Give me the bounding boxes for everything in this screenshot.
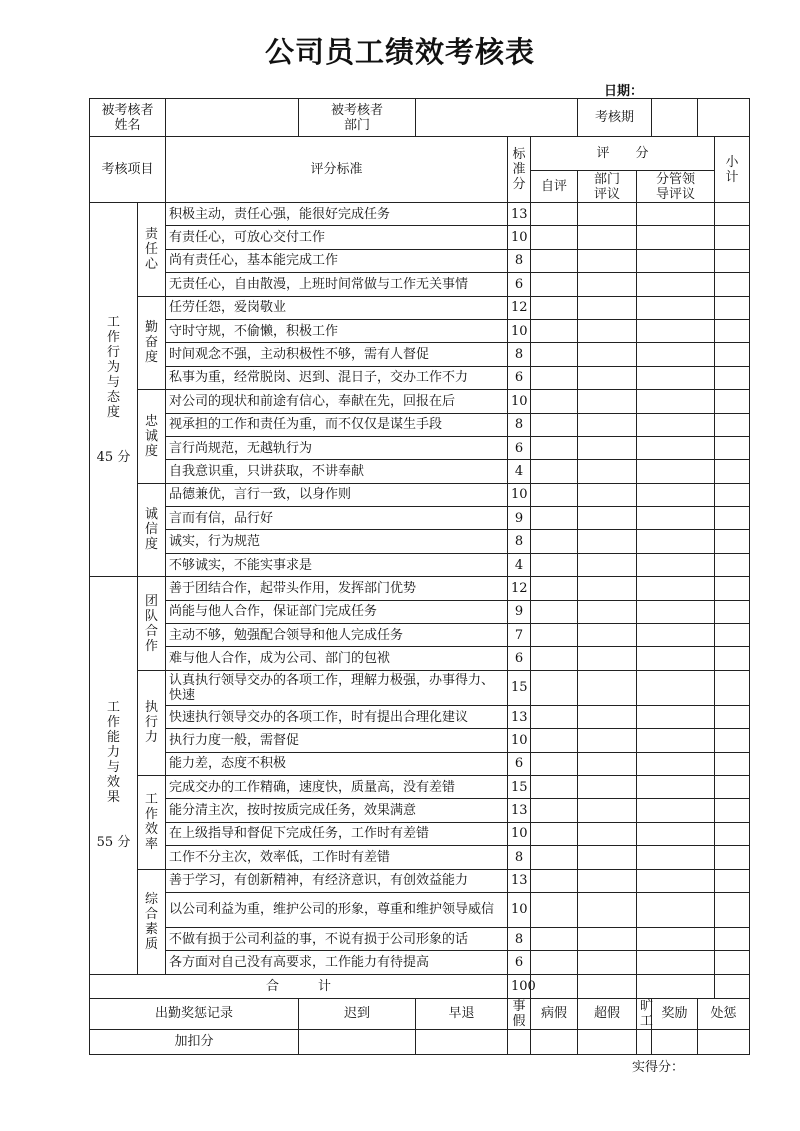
subtotal-cell[interactable] — [715, 530, 750, 553]
total-leader-cell[interactable] — [637, 974, 715, 998]
attendance-column-header: 事假 — [508, 998, 531, 1029]
dept-score-cell[interactable] — [578, 600, 637, 623]
standard-score: 15 — [508, 775, 531, 798]
criteria-text: 善于学习，有创新精神，有经济意识，有创效益能力 — [166, 869, 508, 892]
leader-score-cell[interactable] — [637, 822, 715, 845]
criteria-text: 言而有信，品行好 — [166, 507, 508, 530]
subtotal-cell[interactable] — [715, 390, 750, 413]
self-score-cell[interactable] — [531, 226, 578, 249]
self-score-cell[interactable] — [531, 892, 578, 927]
standard-score: 7 — [508, 624, 531, 647]
self-score-cell[interactable] — [531, 530, 578, 553]
leader-score-cell[interactable] — [637, 296, 715, 319]
bonus-input-cell[interactable] — [508, 1029, 531, 1054]
dept-score-cell[interactable] — [578, 577, 637, 600]
self-score-cell[interactable] — [531, 436, 578, 459]
category-label: 工 作 能 力 与 效 果 — [106, 700, 120, 806]
leader-score-cell[interactable] — [637, 460, 715, 483]
self-score-cell[interactable] — [531, 846, 578, 869]
criteria-row — [90, 553, 750, 576]
subtotal-cell[interactable] — [715, 296, 750, 319]
dept-score-cell[interactable] — [578, 624, 637, 647]
criteria-text: 工作不分主次，效率低，工作时有差错 — [166, 846, 508, 869]
group-label: 执 行 力 — [138, 670, 166, 775]
criteria-row — [90, 460, 750, 483]
header-row-1 — [90, 137, 750, 171]
bonus-label: 加扣分 — [90, 1029, 299, 1054]
leader-score-cell[interactable] — [637, 600, 715, 623]
score-label: 评 分 — [531, 137, 715, 171]
criteria-text: 时间观念不强，主动积极性不够，需有人督促 — [166, 343, 508, 366]
self-score-cell[interactable] — [531, 413, 578, 436]
criteria-text: 不做有损于公司利益的事，不说有损于公司形象的话 — [166, 927, 508, 950]
criteria-row — [90, 577, 750, 600]
subtotal-cell[interactable] — [715, 705, 750, 728]
group-label: 责 任 心 — [138, 203, 166, 297]
leader-score-cell[interactable] — [637, 705, 715, 728]
criteria-row — [90, 413, 750, 436]
standard-score: 9 — [508, 507, 531, 530]
subtotal-cell[interactable] — [715, 752, 750, 775]
standard-score: 4 — [508, 460, 531, 483]
criteria-text: 自我意识重，只讲获取，不讲奉献 — [166, 460, 508, 483]
dept-score-cell[interactable] — [578, 822, 637, 845]
dept-score-cell[interactable] — [578, 752, 637, 775]
self-score-cell[interactable] — [531, 577, 578, 600]
criteria-text: 尚能与他人合作，保证部门完成任务 — [166, 600, 508, 623]
criteria-row — [90, 892, 750, 927]
subtotal-cell[interactable] — [715, 226, 750, 249]
criteria-row — [90, 249, 750, 272]
leader-score-cell[interactable] — [637, 951, 715, 974]
leader-score-cell[interactable] — [637, 249, 715, 272]
group-label: 工 作 效 率 — [138, 775, 166, 869]
subtotal-cell[interactable] — [715, 577, 750, 600]
attendance-label: 出勤奖惩记录 — [90, 998, 299, 1029]
leader-score-cell[interactable] — [637, 483, 715, 506]
self-score-cell[interactable] — [531, 869, 578, 892]
standard-score: 13 — [508, 799, 531, 822]
criteria-text: 主动不够，勉强配合领导和他人完成任务 — [166, 624, 508, 647]
dept-score-cell[interactable] — [578, 436, 637, 459]
subtotal-cell[interactable] — [715, 624, 750, 647]
final-score-label: 实得分： — [632, 1060, 685, 1075]
standard-score: 8 — [508, 846, 531, 869]
self-score-cell[interactable] — [531, 249, 578, 272]
dept-score-cell[interactable] — [578, 507, 637, 530]
leader-score-cell[interactable] — [637, 775, 715, 798]
leader-score-cell[interactable] — [637, 507, 715, 530]
dept-score-cell[interactable] — [578, 775, 637, 798]
criteria-row — [90, 366, 750, 389]
dept-score-cell[interactable] — [578, 226, 637, 249]
period-extra — [698, 99, 750, 137]
standard-score: 15 — [508, 670, 531, 705]
leader-score-cell[interactable] — [637, 927, 715, 950]
criteria-row — [90, 846, 750, 869]
criteria-text: 善于团结合作，起带头作用，发挥部门优势 — [166, 577, 508, 600]
period-label: 考核期 — [578, 99, 652, 137]
subtotal-cell[interactable] — [715, 927, 750, 950]
dept-score-cell[interactable] — [578, 927, 637, 950]
bonus-input-cell[interactable] — [416, 1029, 508, 1054]
dept-score-cell[interactable] — [578, 951, 637, 974]
leader-score-cell[interactable] — [637, 553, 715, 576]
self-score-cell[interactable] — [531, 273, 578, 296]
self-score-cell[interactable] — [531, 319, 578, 342]
category-cell — [90, 577, 138, 974]
criteria-text: 私事为重，经常脱岗、迟到、混日子，交办工作不力 — [166, 366, 508, 389]
leader-score-cell[interactable] — [637, 624, 715, 647]
standard-label: 标 准 分 — [508, 137, 531, 203]
dept-score-cell[interactable] — [578, 553, 637, 576]
bonus-row — [90, 1029, 750, 1054]
self-score-cell[interactable] — [531, 600, 578, 623]
dept-score-cell[interactable] — [578, 670, 637, 705]
dept-score-cell[interactable] — [578, 530, 637, 553]
standard-score: 8 — [508, 927, 531, 950]
standard-score: 10 — [508, 483, 531, 506]
leader-score-cell[interactable] — [637, 343, 715, 366]
period-field[interactable] — [652, 99, 698, 137]
criteria-row — [90, 530, 750, 553]
attendance-column-header: 处惩 — [698, 998, 750, 1029]
subtotal-cell[interactable] — [715, 869, 750, 892]
leader-score-cell[interactable] — [637, 413, 715, 436]
leader-score-cell[interactable] — [637, 203, 715, 226]
leader-score-cell[interactable] — [637, 892, 715, 927]
self-score-cell[interactable] — [531, 624, 578, 647]
dept-score-cell[interactable] — [578, 249, 637, 272]
dept-score-cell[interactable] — [578, 846, 637, 869]
standard-score: 10 — [508, 319, 531, 342]
self-score-cell[interactable] — [531, 343, 578, 366]
subtotal-cell[interactable] — [715, 366, 750, 389]
standard-score: 10 — [508, 226, 531, 249]
group-label: 诚 信 度 — [138, 483, 166, 577]
self-score-cell[interactable] — [531, 390, 578, 413]
subtotal-cell[interactable] — [715, 951, 750, 974]
standard-score: 12 — [508, 296, 531, 319]
criteria-row — [90, 951, 750, 974]
dept-score-cell[interactable] — [578, 705, 637, 728]
self-score-cell[interactable] — [531, 705, 578, 728]
dept-score-cell[interactable] — [578, 273, 637, 296]
self-score-cell[interactable] — [531, 822, 578, 845]
criteria-row — [90, 799, 750, 822]
attendance-column-header: 早退 — [416, 998, 508, 1029]
leader-score-cell[interactable] — [637, 846, 715, 869]
criteria-row — [90, 436, 750, 459]
self-score-cell[interactable] — [531, 951, 578, 974]
criteria-text: 诚实，行为规范 — [166, 530, 508, 553]
leader-review-label: 分管领 导评议 — [637, 171, 715, 203]
criteria-text: 尚有责任心，基本能完成工作 — [166, 249, 508, 272]
self-score-cell[interactable] — [531, 296, 578, 319]
standard-score: 8 — [508, 530, 531, 553]
attendance-column-header: 超假 — [578, 998, 637, 1029]
attendance-column-header: 病假 — [531, 998, 578, 1029]
leader-score-cell[interactable] — [637, 752, 715, 775]
evaluation-table — [89, 98, 750, 1055]
attendance-row — [90, 998, 750, 1029]
name-field[interactable] — [166, 99, 299, 137]
self-score-cell[interactable] — [531, 483, 578, 506]
dept-score-cell[interactable] — [578, 799, 637, 822]
dept-score-cell[interactable] — [578, 892, 637, 927]
subtotal-cell[interactable] — [715, 729, 750, 752]
item-label: 考核项目 — [90, 137, 166, 203]
subtotal-cell[interactable] — [715, 507, 750, 530]
leader-score-cell[interactable] — [637, 273, 715, 296]
self-score-cell[interactable] — [531, 775, 578, 798]
standard-score: 6 — [508, 752, 531, 775]
group-label: 勤 奋 度 — [138, 296, 166, 390]
dept-score-cell[interactable] — [578, 647, 637, 670]
subtotal-cell[interactable] — [715, 822, 750, 845]
subtotal-cell[interactable] — [715, 203, 750, 226]
criteria-text: 完成交办的工作精确，速度快，质量高，没有差错 — [166, 775, 508, 798]
criteria-row — [90, 647, 750, 670]
leader-score-cell[interactable] — [637, 366, 715, 389]
standard-score: 13 — [508, 869, 531, 892]
subtotal-cell[interactable] — [715, 436, 750, 459]
dept-field[interactable] — [416, 99, 578, 137]
bonus-input-cell[interactable] — [531, 1029, 578, 1054]
leader-score-cell[interactable] — [637, 729, 715, 752]
criteria-text: 任劳任怨，爱岗敬业 — [166, 296, 508, 319]
total-dept-cell[interactable] — [578, 974, 637, 998]
standard-score: 9 — [508, 600, 531, 623]
dept-score-cell[interactable] — [578, 483, 637, 506]
self-score-cell[interactable] — [531, 799, 578, 822]
subtotal-cell[interactable] — [715, 892, 750, 927]
leader-score-cell[interactable] — [637, 390, 715, 413]
self-score-cell[interactable] — [531, 507, 578, 530]
subtotal-cell[interactable] — [715, 846, 750, 869]
standard-score: 6 — [508, 951, 531, 974]
criteria-text: 无责任心，自由散漫，上班时间常做与工作无关事情 — [166, 273, 508, 296]
criteria-text: 执行力度一般，需督促 — [166, 729, 508, 752]
dept-score-cell[interactable] — [578, 319, 637, 342]
standard-score: 10 — [508, 822, 531, 845]
standard-score: 4 — [508, 553, 531, 576]
subtotal-cell[interactable] — [715, 647, 750, 670]
subtotal-cell[interactable] — [715, 413, 750, 436]
total-score: 100 — [508, 974, 531, 998]
criteria-row — [90, 869, 750, 892]
category-score: 55 分 — [96, 835, 131, 851]
criteria-text: 积极主动，责任心强，能很好完成任务 — [166, 203, 508, 226]
dept-score-cell[interactable] — [578, 343, 637, 366]
dept-label: 被考核者 部门 — [299, 99, 416, 137]
dept-score-cell[interactable] — [578, 390, 637, 413]
category-score: 45 分 — [96, 449, 131, 465]
criteria-row — [90, 624, 750, 647]
criteria-text: 有责任心，可放心交付工作 — [166, 226, 508, 249]
self-score-cell[interactable] — [531, 460, 578, 483]
leader-score-cell[interactable] — [637, 226, 715, 249]
standard-score: 6 — [508, 436, 531, 459]
dept-score-cell[interactable] — [578, 460, 637, 483]
dept-score-cell[interactable] — [578, 296, 637, 319]
bonus-input-cell[interactable] — [698, 1029, 750, 1054]
self-score-cell[interactable] — [531, 927, 578, 950]
criteria-row — [90, 296, 750, 319]
subtotal-label: 小 计 — [715, 137, 750, 203]
standard-score: 10 — [508, 729, 531, 752]
self-score-cell[interactable] — [531, 670, 578, 705]
leader-score-cell[interactable] — [637, 577, 715, 600]
dept-score-cell[interactable] — [578, 366, 637, 389]
criteria-label: 评分标准 — [166, 137, 508, 203]
dept-score-cell[interactable] — [578, 413, 637, 436]
subtotal-cell[interactable] — [715, 600, 750, 623]
dept-score-cell[interactable] — [578, 203, 637, 226]
subtotal-cell[interactable] — [715, 273, 750, 296]
criteria-text: 对公司的现状和前途有信心，奉献在先，回报在后 — [166, 390, 508, 413]
criteria-text: 在上级指导和督促下完成任务，工作时有差错 — [166, 822, 508, 845]
criteria-row — [90, 390, 750, 413]
total-subtotal-cell[interactable] — [715, 974, 750, 998]
self-score-cell[interactable] — [531, 752, 578, 775]
standard-score: 10 — [508, 390, 531, 413]
leader-score-cell[interactable] — [637, 799, 715, 822]
leader-score-cell[interactable] — [637, 869, 715, 892]
name-label: 被考核者 姓名 — [90, 99, 166, 137]
standard-score: 6 — [508, 366, 531, 389]
standard-score: 8 — [508, 343, 531, 366]
total-row — [90, 974, 750, 998]
standard-score: 8 — [508, 249, 531, 272]
bonus-input-cell[interactable] — [299, 1029, 416, 1054]
subtotal-cell[interactable] — [715, 553, 750, 576]
leader-score-cell[interactable] — [637, 319, 715, 342]
header-row-info — [90, 99, 750, 137]
subtotal-cell[interactable] — [715, 799, 750, 822]
category-cell — [90, 203, 138, 577]
criteria-row — [90, 705, 750, 728]
attendance-column-header: 奖励 — [652, 998, 698, 1029]
self-score-cell[interactable] — [531, 553, 578, 576]
leader-score-cell[interactable] — [637, 436, 715, 459]
standard-score: 6 — [508, 273, 531, 296]
criteria-row — [90, 226, 750, 249]
subtotal-cell[interactable] — [715, 460, 750, 483]
standard-score: 8 — [508, 413, 531, 436]
criteria-text: 各方面对自己没有高要求，工作能力有待提高 — [166, 951, 508, 974]
total-self-cell[interactable] — [531, 974, 578, 998]
criteria-text: 能分清主次，按时按质完成任务，效果满意 — [166, 799, 508, 822]
subtotal-cell[interactable] — [715, 670, 750, 705]
standard-score: 13 — [508, 705, 531, 728]
criteria-row — [90, 203, 750, 226]
self-review-label: 自评 — [531, 171, 578, 203]
form-title: 公司员工绩效考核表 — [264, 35, 535, 69]
criteria-text: 认真执行领导交办的各项工作，理解力极强，办事得力、快速 — [166, 670, 508, 705]
criteria-row — [90, 670, 750, 705]
self-score-cell[interactable] — [531, 647, 578, 670]
group-label: 忠 诚 度 — [138, 390, 166, 484]
criteria-row — [90, 775, 750, 798]
subtotal-cell[interactable] — [715, 319, 750, 342]
subtotal-cell[interactable] — [715, 483, 750, 506]
total-label: 合 计 — [90, 974, 508, 998]
standard-score: 12 — [508, 577, 531, 600]
subtotal-cell[interactable] — [715, 343, 750, 366]
criteria-text: 不够诚实，不能实事求是 — [166, 553, 508, 576]
criteria-text: 视承担的工作和责任为重，而不仅仅是谋生手段 — [166, 413, 508, 436]
criteria-row — [90, 600, 750, 623]
criteria-row — [90, 483, 750, 506]
criteria-text: 品德兼优，言行一致，以身作则 — [166, 483, 508, 506]
standard-score: 13 — [508, 203, 531, 226]
date-label: 日期： — [604, 84, 644, 99]
leader-score-cell[interactable] — [637, 647, 715, 670]
dept-score-cell[interactable] — [578, 729, 637, 752]
criteria-text: 难与他人合作，成为公司、部门的包袱 — [166, 647, 508, 670]
criteria-row — [90, 729, 750, 752]
criteria-row — [90, 507, 750, 530]
bonus-input-cell[interactable] — [652, 1029, 698, 1054]
criteria-text: 守时守规，不偷懒，积极工作 — [166, 319, 508, 342]
criteria-text: 以公司利益为重，维护公司的形象，尊重和维护领导威信 — [166, 892, 508, 927]
leader-score-cell[interactable] — [637, 530, 715, 553]
leader-score-cell[interactable] — [637, 670, 715, 705]
criteria-row — [90, 343, 750, 366]
standard-score: 6 — [508, 647, 531, 670]
attendance-column-header: 旷工 — [637, 998, 652, 1029]
dept-review-label: 部门 评议 — [578, 171, 637, 203]
dept-score-cell[interactable] — [578, 869, 637, 892]
group-label: 团 队 合 作 — [138, 577, 166, 671]
criteria-row — [90, 822, 750, 845]
self-score-cell[interactable] — [531, 366, 578, 389]
bonus-input-cell[interactable] — [637, 1029, 652, 1054]
self-score-cell[interactable] — [531, 203, 578, 226]
standard-score: 10 — [508, 892, 531, 927]
self-score-cell[interactable] — [531, 729, 578, 752]
bonus-input-cell[interactable] — [578, 1029, 637, 1054]
criteria-text: 能力差，态度不积极 — [166, 752, 508, 775]
subtotal-cell[interactable] — [715, 249, 750, 272]
group-label: 综 合 素 质 — [138, 869, 166, 974]
criteria-text: 言行尚规范，无越轨行为 — [166, 436, 508, 459]
attendance-column-header: 迟到 — [299, 998, 416, 1029]
criteria-row — [90, 927, 750, 950]
category-label: 工 作 行 为 与 态 度 — [106, 314, 120, 420]
subtotal-cell[interactable] — [715, 775, 750, 798]
criteria-text: 快速执行领导交办的各项工作，时有提出合理化建议 — [166, 705, 508, 728]
criteria-row — [90, 273, 750, 296]
criteria-row — [90, 752, 750, 775]
criteria-row — [90, 319, 750, 342]
